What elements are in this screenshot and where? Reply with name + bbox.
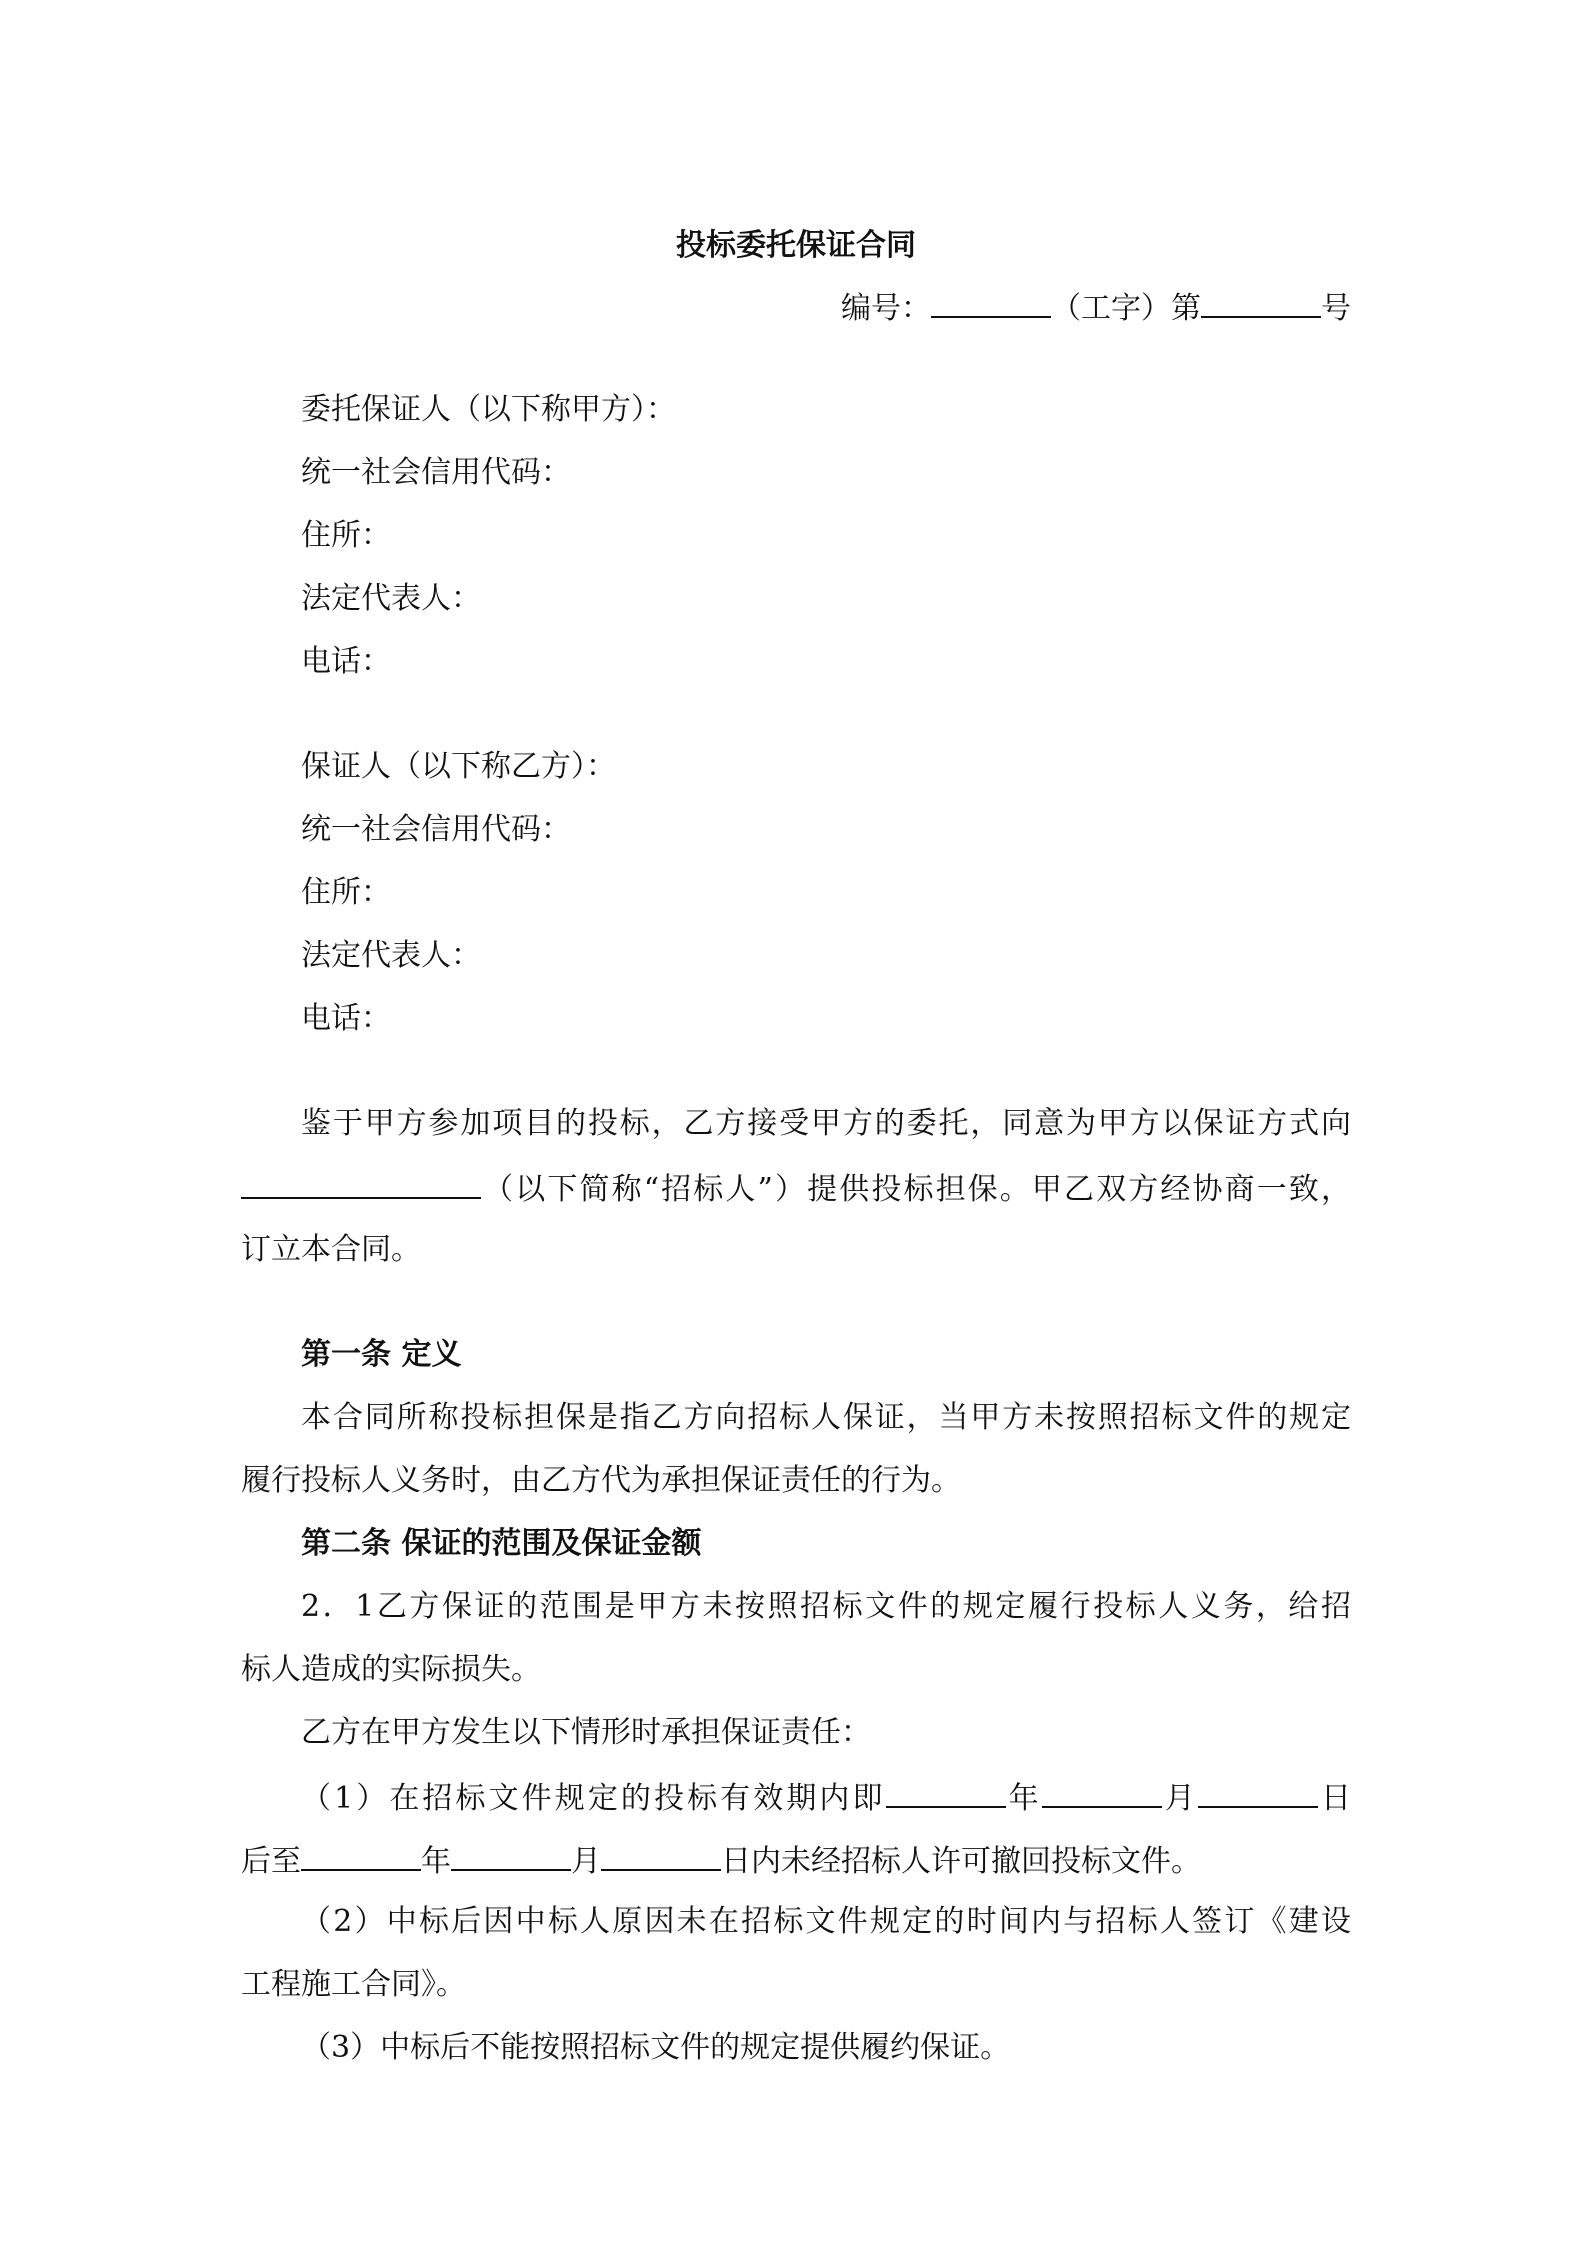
party-a-legal-rep: 法定代表人： <box>301 581 481 616</box>
tenderer-blank[interactable] <box>241 1167 481 1199</box>
article-1-line-2: 履行投标人义务时，由乙方代为承担保证责任的行为。 <box>241 1463 961 1498</box>
item-1-line-1 <box>241 1776 1351 1819</box>
number-middle: （工字）第 <box>1051 291 1201 326</box>
article-2-p1-line-2: 标人造成的实际损失。 <box>241 1652 541 1687</box>
month-label: 月 <box>1161 1781 1198 1816</box>
item-1-line-2-end: 日内未经招标人许可撤回投标文件。 <box>721 1844 1201 1879</box>
party-a-address: 住所： <box>301 518 391 553</box>
article-1-line-1: 本合同所称投标担保是指乙方向招标人保证，当甲方未按照招标文件的规定 <box>301 1400 1351 1435</box>
start-month-blank[interactable] <box>1042 1776 1162 1808</box>
item-3: （3）中标后不能按照招标文件的规定提供履约保证。 <box>301 2030 1011 2065</box>
contract-number-line <box>241 286 1351 329</box>
article-1-heading: 第一条 定义 <box>301 1337 462 1372</box>
start-year-blank[interactable] <box>886 1776 1006 1808</box>
start-day-blank[interactable] <box>1198 1776 1318 1808</box>
party-b-legal-rep: 法定代表人： <box>301 938 481 973</box>
preamble-line-2 <box>241 1167 1351 1210</box>
number-prefix: 编号： <box>841 291 931 326</box>
preamble-line-2-text: （以下简称“招标人”）提供投标担保。甲乙双方经协商一致， <box>481 1172 1351 1207</box>
article-2-p1-line-1: 2．1乙方保证的范围是甲方未按照招标文件的规定履行投标人义务，给招 <box>301 1589 1351 1624</box>
item-1-line-2 <box>241 1839 1351 1882</box>
party-a-credit-code: 统一社会信用代码： <box>301 455 571 490</box>
number-blank-2[interactable] <box>1201 286 1321 318</box>
day-label: 日 <box>1317 1781 1352 1816</box>
end-day-blank[interactable] <box>601 1839 721 1871</box>
end-month-blank[interactable] <box>451 1839 571 1871</box>
article-2-p2: 乙方在甲方发生以下情形时承担保证责任： <box>301 1715 871 1750</box>
party-b-address: 住所： <box>301 875 391 910</box>
document-title: 投标委托保证合同 <box>676 228 916 263</box>
party-b-heading: 保证人（以下称乙方）： <box>301 749 616 784</box>
preamble-line-3: 订立本合同。 <box>241 1232 421 1267</box>
article-2-heading: 第二条 保证的范围及保证金额 <box>301 1526 702 1561</box>
item-1-text: （1）在招标文件规定的投标有效期内即 <box>301 1781 886 1816</box>
number-suffix: 号 <box>1321 291 1351 326</box>
month-label: 月 <box>571 1844 601 1879</box>
preamble-line-1: 鉴于甲方参加项目的投标，乙方接受甲方的委托，同意为甲方以保证方式向 <box>301 1106 1351 1141</box>
party-b-credit-code: 统一社会信用代码： <box>301 812 571 847</box>
party-a-heading: 委托保证人（以下称甲方）： <box>301 392 676 427</box>
number-blank-1[interactable] <box>931 286 1051 318</box>
year-label: 年 <box>1005 1781 1042 1816</box>
party-a-phone: 电话： <box>301 644 391 679</box>
end-year-blank[interactable] <box>301 1839 421 1871</box>
party-b-phone: 电话： <box>301 1001 391 1036</box>
item-2-line-1: （2）中标后因中标人原因未在招标文件规定的时间内与招标人签订《建设 <box>301 1904 1351 1939</box>
item-2-line-2: 工程施工合同》。 <box>241 1967 466 2002</box>
item-1-line-2-prefix: 后至 <box>241 1844 301 1879</box>
year-label: 年 <box>421 1844 451 1879</box>
